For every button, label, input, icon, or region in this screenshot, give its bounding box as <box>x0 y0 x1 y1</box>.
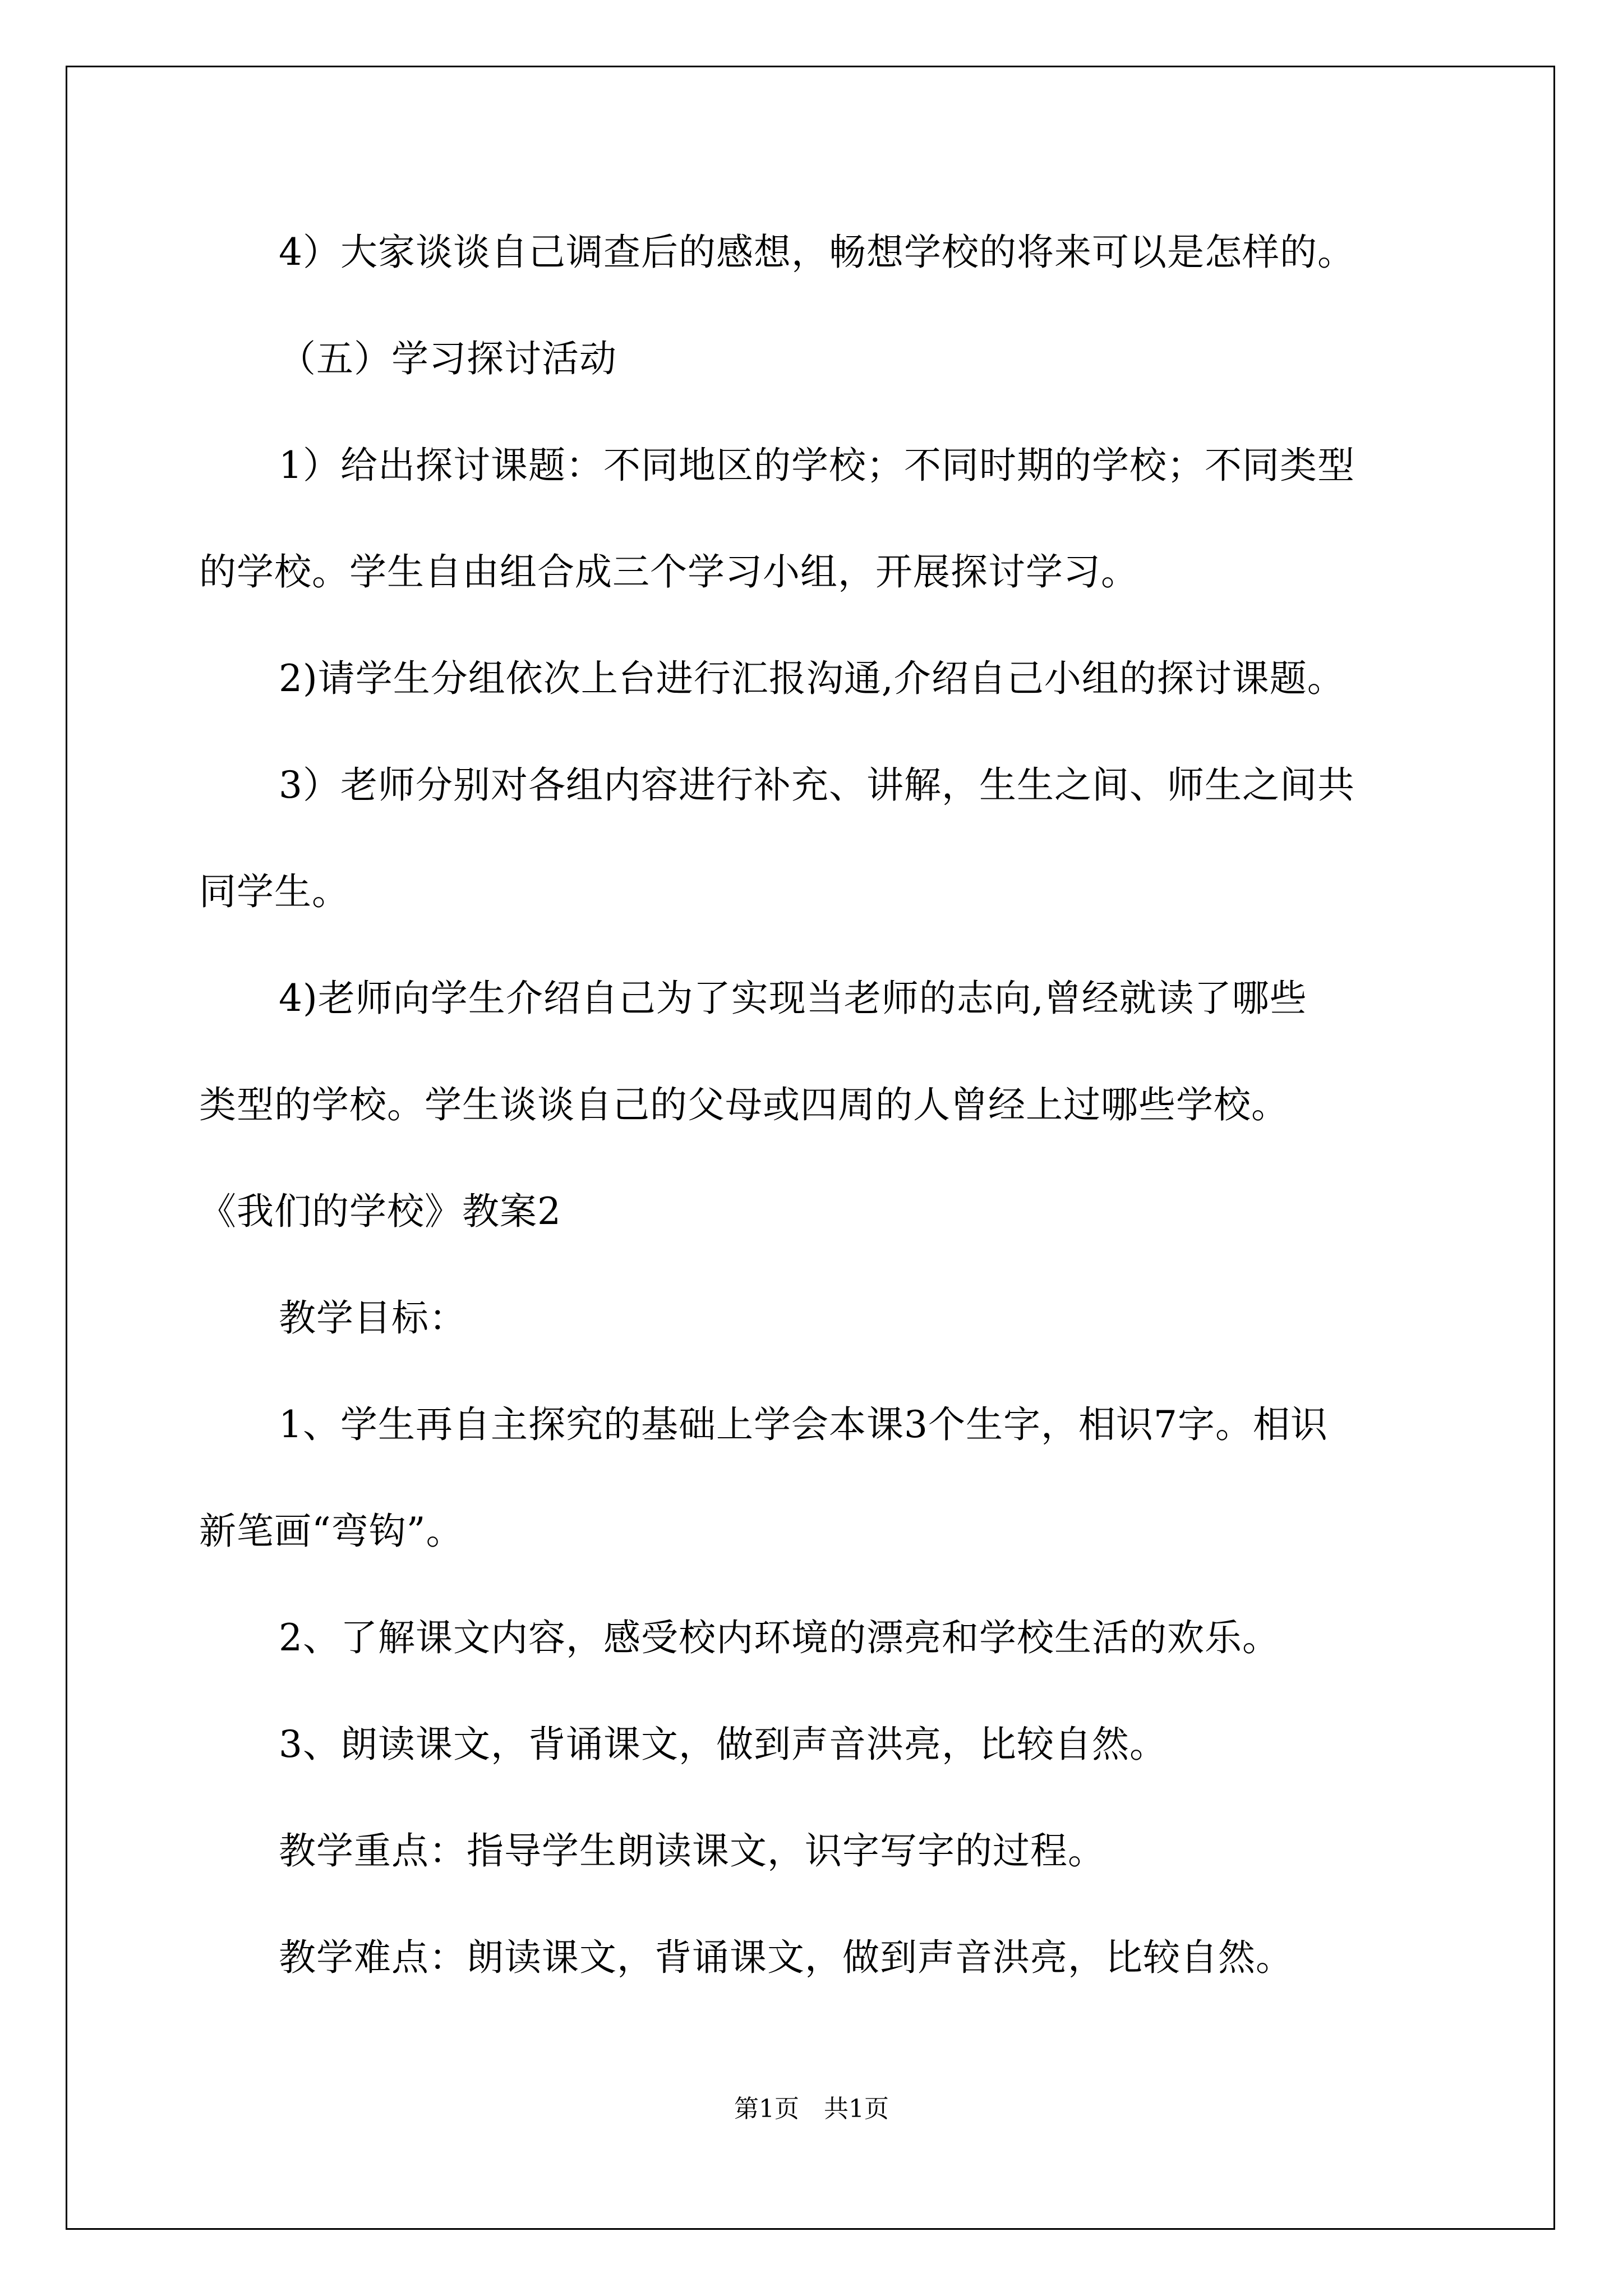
page-footer: 第1页 共1页 <box>734 2095 889 2123</box>
paragraph-line: 4）大家谈谈自己调查后的感想，畅想学校的将来可以是怎样的。 <box>279 231 1355 274</box>
paragraph-line: 3、朗读课文，背诵课文，做到声音洪亮，比较自然。 <box>279 1723 1167 1766</box>
paragraph-line: 新笔画“弯钩”。 <box>199 1510 464 1553</box>
page-border <box>66 66 1555 2230</box>
paragraph-line: 类型的学校。学生谈谈自己的父母或四周的人曾经上过哪些学校。 <box>199 1083 1289 1126</box>
paragraph-line: 3）老师分别对各组内容进行补充、讲解，生生之间、师生之间共 <box>279 763 1355 807</box>
paragraph-line: 4)老师向学生介绍自己为了实现当老师的志向,曾经就读了哪些 <box>279 977 1307 1020</box>
paragraph-line: 1）给出探讨课题：不同地区的学校；不同时期的学校；不同类型 <box>279 444 1355 487</box>
paragraph-line: 同学生。 <box>199 870 349 913</box>
paragraph-line: 的学校。学生自由组合成三个学习小组，开展探讨学习。 <box>199 550 1138 593</box>
paragraph-line: 1、学生再自主探究的基础上学会本课3个生字，相识7字。相识 <box>279 1403 1328 1446</box>
paragraph-line: 教学难点：朗读课文，背诵课文，做到声音洪亮，比较自然。 <box>279 1936 1293 1979</box>
document-title: 《我们的学校》教案2 <box>199 1190 561 1233</box>
paragraph-line: 2)请学生分组依次上台进行汇报沟通,介绍自己小组的探讨课题。 <box>279 657 1345 700</box>
paragraph-line: 2、了解课文内容，感受校内环境的漂亮和学校生活的欢乐。 <box>279 1616 1280 1659</box>
section-heading: 教学目标： <box>279 1296 467 1340</box>
paragraph-line: 教学重点：指导学生朗读课文，识字写字的过程。 <box>279 1829 1105 1872</box>
section-heading: （五）学习探讨活动 <box>279 337 617 380</box>
